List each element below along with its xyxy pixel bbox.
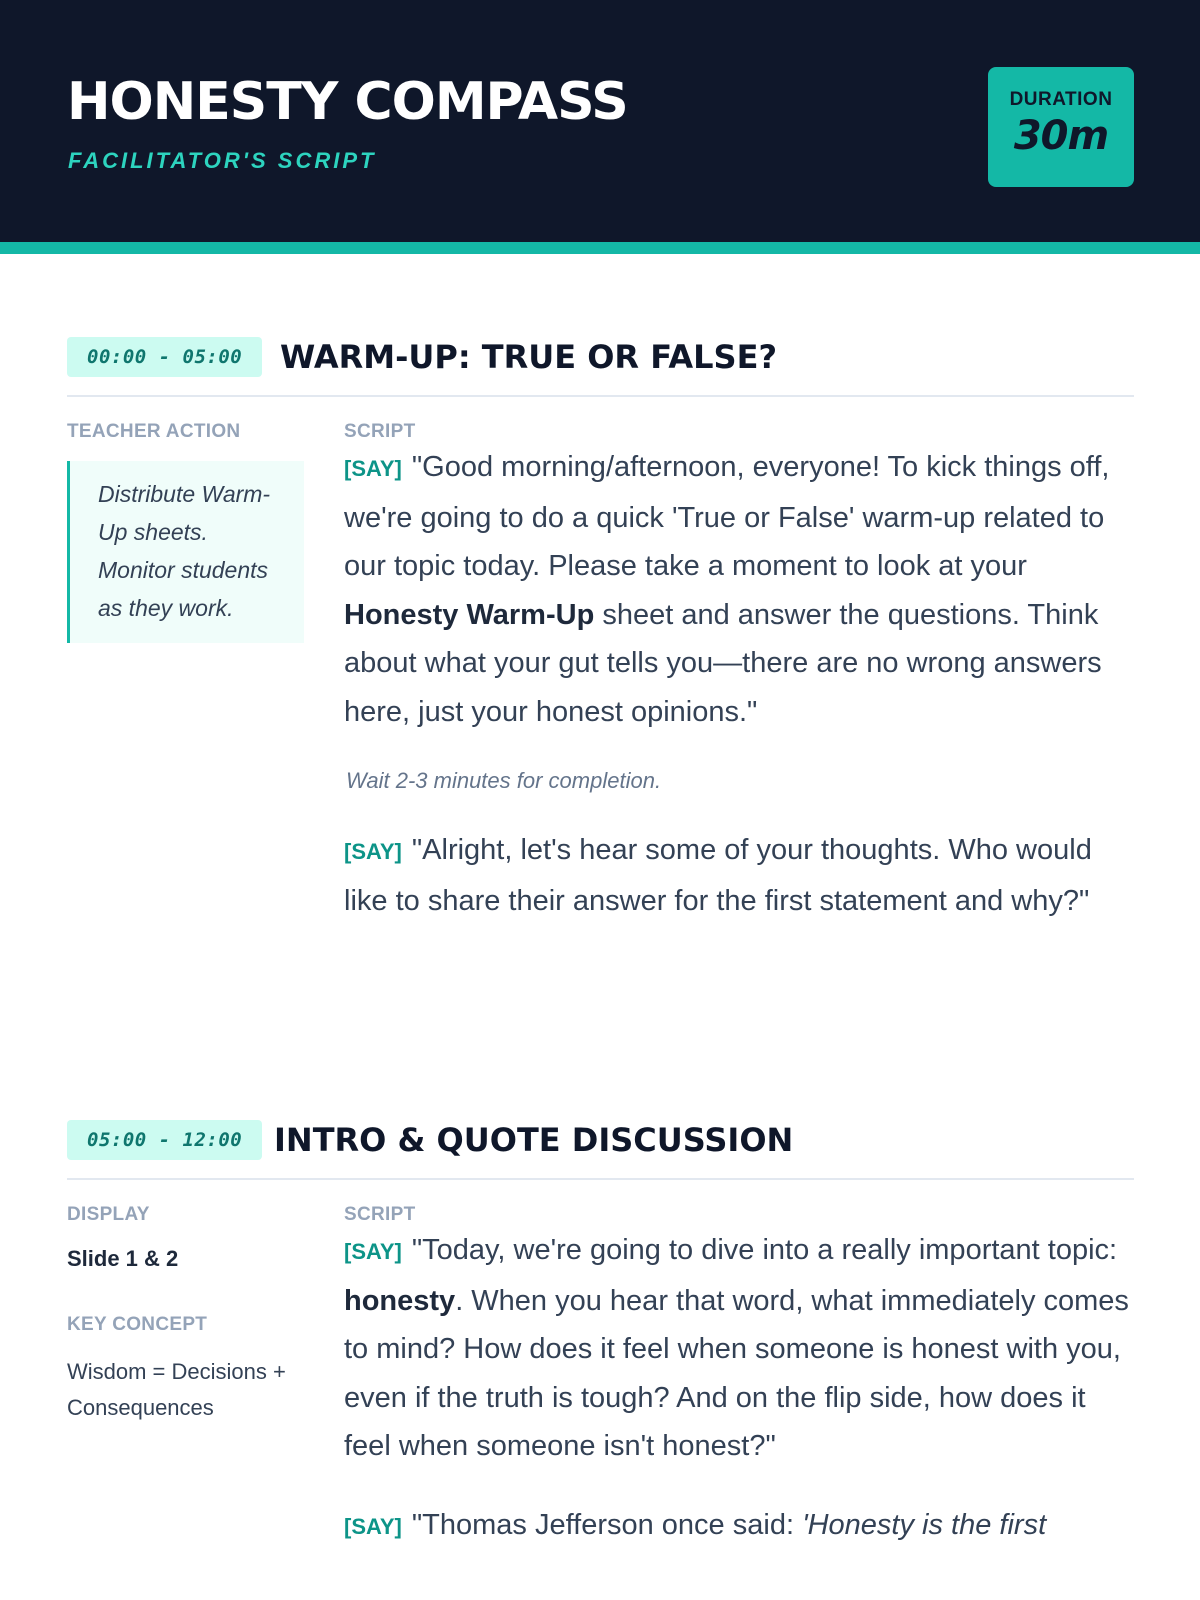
say-tag: [SAY] xyxy=(344,1513,402,1539)
display-label: DISPLAY xyxy=(67,1204,150,1225)
key-concept-label: KEY CONCEPT xyxy=(67,1314,208,1335)
section-warm-up xyxy=(67,337,1134,917)
section-title: INTRO & QUOTE DISCUSSION xyxy=(274,1121,794,1159)
script-paragraph xyxy=(344,826,1134,925)
time-range-badge: 05:00 - 12:00 xyxy=(67,1120,262,1160)
script-text: "Alright, let's hear some of your thoughts. Who would like to share their answer for the first statement and why?" xyxy=(344,834,1092,917)
duration-value: 30m xyxy=(1013,113,1109,159)
key-concept-value: Wisdom = Decisions + Consequences xyxy=(67,1359,286,1420)
script-text: "Good morning/afternoon, everyone! To kick things off, we're going to do a quick 'True or False' warm-up related to our topic today. Please take a moment to look at your xyxy=(344,451,1110,582)
section-title: WARM-UP: TRUE OR FALSE? xyxy=(280,338,778,376)
time-range-badge: 00:00 - 05:00 xyxy=(67,337,262,377)
script-column xyxy=(344,1204,1134,1551)
script-label: SCRIPT xyxy=(344,1204,416,1225)
quote-text: 'Honesty is the first xyxy=(802,1508,1047,1541)
page-subtitle: FACILITATOR'S SCRIPT xyxy=(68,148,377,173)
script-column xyxy=(344,421,1134,925)
page-header xyxy=(0,0,1200,254)
script-paragraph xyxy=(344,1501,1134,1552)
say-tag: [SAY] xyxy=(344,839,402,864)
section-header xyxy=(67,337,1134,397)
stage-direction: Wait 2-3 minutes for completion. xyxy=(346,768,662,793)
script-text: "Today, we're going to dive into a really important topic: xyxy=(411,1234,1118,1266)
display-value: Slide 1 & 2 xyxy=(67,1246,179,1271)
script-emphasis: Honesty Warm-Up xyxy=(344,598,595,631)
section-intro-quote xyxy=(67,1120,1134,1541)
script-text: "Thomas Jefferson once said: xyxy=(411,1508,803,1541)
teacher-action-note: Distribute Warm-Up sheets. Monitor students as they work. xyxy=(67,461,304,643)
duration-badge xyxy=(988,67,1134,187)
teacher-action-label: TEACHER ACTION xyxy=(67,421,241,442)
teacher-action-column xyxy=(67,421,304,643)
script-emphasis: honesty xyxy=(344,1284,456,1317)
script-text: . When you hear that word, what immediately comes to mind? How does it feel when someone is honest with you, even if the truth is tough? And on the flip side, how does it feel when someone isn't honest?" xyxy=(344,1284,1129,1462)
script-paragraph xyxy=(344,443,1134,736)
script-label: SCRIPT xyxy=(344,421,416,442)
say-tag: [SAY] xyxy=(344,456,402,481)
script-text: sheet and answer the questions. Think about what your gut tells you—there are no wrong answers here, just your honest opinions." xyxy=(344,598,1102,728)
page-title: HONESTY COMPASS xyxy=(67,72,628,132)
script-paragraph xyxy=(344,1226,1134,1471)
section-header xyxy=(67,1120,1134,1180)
display-column xyxy=(67,1204,304,1426)
say-tag: [SAY] xyxy=(344,1239,402,1264)
duration-label: DURATION xyxy=(1009,89,1113,110)
